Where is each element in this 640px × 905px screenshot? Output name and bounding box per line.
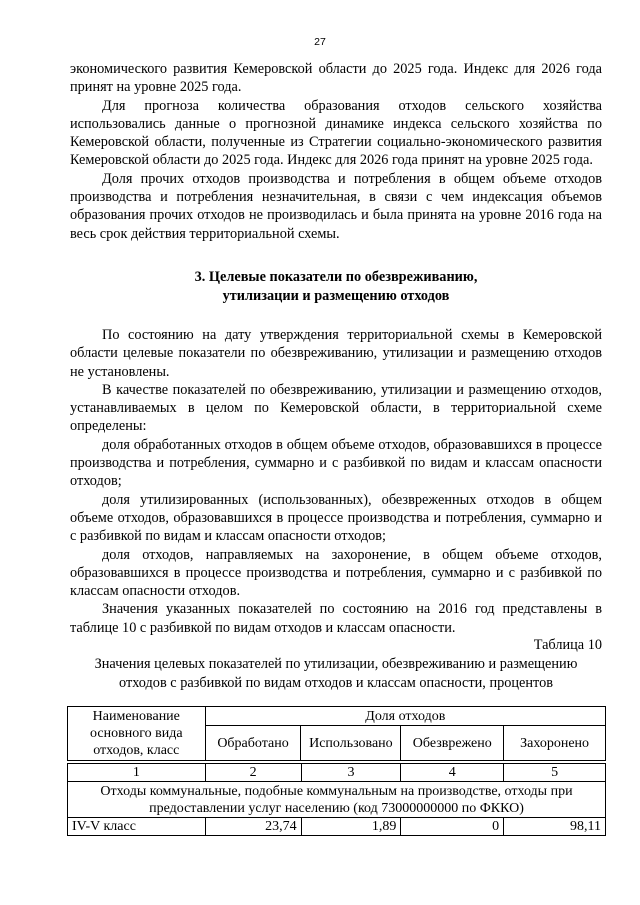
row-buried: 98,11 — [504, 818, 606, 836]
row-processed: 23,74 — [205, 818, 301, 836]
section-text — [70, 326, 602, 637]
section-heading — [70, 268, 602, 306]
column-number: 4 — [401, 764, 504, 782]
paragraph: Значения указанных показателей по состоянию на 2016 год представлены в таблице 10 с разбивкой по видам отходов и классам опасности. — [70, 601, 602, 636]
intro-text — [70, 60, 602, 243]
header-waste-name: Наименование основного вида отходов, класс — [68, 707, 206, 761]
data-table — [67, 763, 606, 836]
header-processed: Обработано — [205, 726, 301, 761]
table-caption-line1: Значения целевых показателей по утилизации, обезвреживанию и размещению — [94, 656, 578, 672]
row-used: 1,89 — [301, 818, 401, 836]
paragraph: Доля прочих отходов производства и потребления в общем объеме отходов производства и потребления незначительная, в связи с чем индексация объемов образования прочих отходов не производилась и была принята на уровне 2016 года на весь срок действия территориальной схемы. — [70, 170, 602, 242]
header-waste-share: Доля отходов — [205, 707, 605, 726]
table-caption — [70, 655, 602, 692]
header-buried: Захоронено — [504, 726, 606, 761]
row-class: IV-V класс — [68, 818, 206, 836]
paragraph: доля отходов, направляемых на захоронение, в общем объеме отходов, образовавшихся в процессе производства и потребления, суммарно и с разбивкой по классам опасности отходов. — [70, 546, 602, 600]
paragraph: доля утилизированных (использованных), обезвреженных отходов в общем объеме отходов, образовавшихся в процессе производства и потребления, суммарно и с разбивкой по видам и классам опасности отходов; — [70, 491, 602, 545]
header-neutralized: Обезврежено — [401, 726, 504, 761]
table-row — [68, 818, 606, 836]
column-number: 5 — [504, 764, 606, 782]
table-number: Таблица 10 — [533, 637, 602, 653]
paragraph: доля обработанных отходов в общем объеме отходов, образовавшихся в процессе производства и потребления, суммарно и с разбивкой по видам и классам опасности отходов; — [70, 436, 602, 490]
header-used: Использовано — [301, 726, 401, 761]
group-row-municipal-waste: Отходы коммунальные, подобные коммунальным на производстве, отходы при предоставлении услуг населению (код 73000000000 по ФККО) — [68, 782, 606, 818]
section-heading-line1: 3. Целевые показатели по обезвреживанию, — [194, 269, 478, 285]
section-heading-line2: утилизации и размещению отходов — [222, 288, 450, 304]
row-neutralized: 0 — [401, 818, 504, 836]
column-number: 1 — [68, 764, 206, 782]
paragraph: Для прогноза количества образования отходов сельского хозяйства использовались данные о прогнозной динамике индекса сельского хозяйства по Кемеровской области, полученные из Стратегии социально-экономического развития Кемеровской области до 2025 года. Индекс для 2026 года принят на уровне 2025 года. — [70, 97, 602, 169]
column-number: 2 — [205, 764, 301, 782]
paragraph: экономического развития Кемеровской области до 2025 года. Индекс для 2026 года принят на уровне 2025 года. — [70, 61, 602, 96]
column-number: 3 — [301, 764, 401, 782]
table-header — [67, 706, 606, 761]
paragraph: В качестве показателей по обезвреживанию, утилизации и размещению отходов, устанавливаемых в целом по Кемеровской области, в территориальной схеме определены: — [70, 381, 602, 435]
page-number: 27 — [314, 36, 326, 48]
paragraph: По состоянию на дату утверждения территориальной схемы в Кемеровской области целевые показатели по обезвреживанию, утилизации и размещению отходов не установлены. — [70, 327, 602, 380]
table-caption-line2: отходов с разбивкой по видам отходов и классам опасности, процентов — [118, 674, 554, 691]
